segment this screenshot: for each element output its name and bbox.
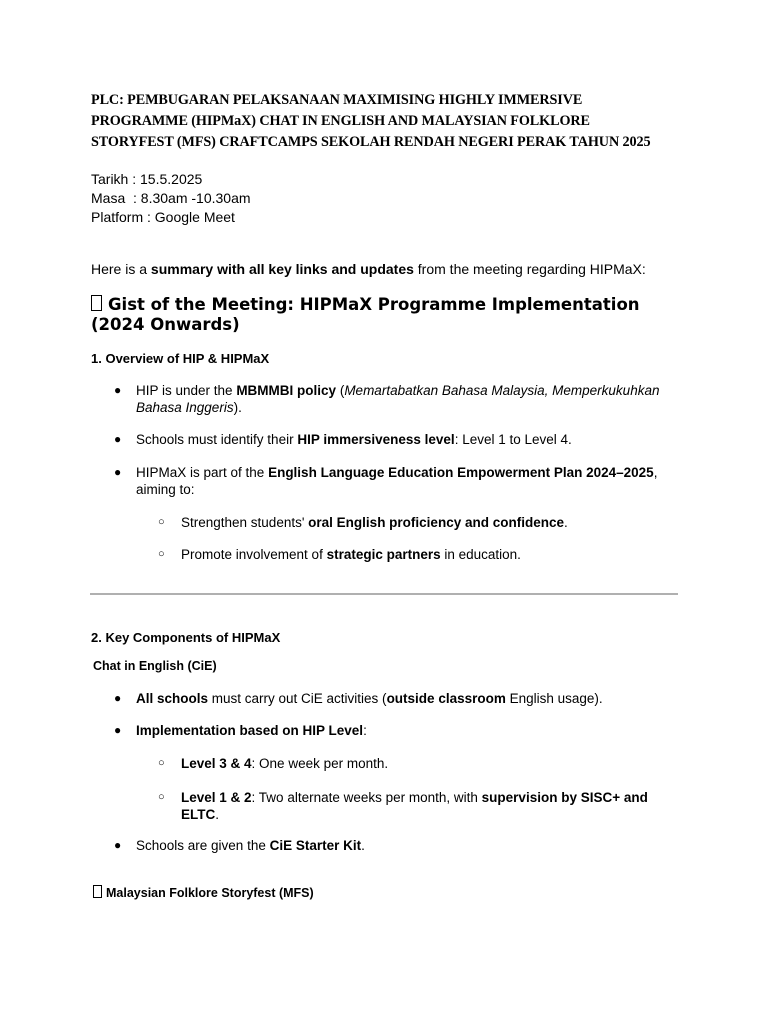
item-bold: Level 3 & 4	[181, 756, 252, 771]
item-italic: Bahasa Inggeris	[136, 400, 234, 415]
bullet-circle: ○	[158, 516, 165, 528]
item-bold: English Language Education Empowerment Plan 2024–2025	[268, 465, 654, 480]
intro-bold: summary with all key links and updates	[150, 261, 414, 277]
gist-heading	[91, 295, 691, 335]
item-bold: oral English proficiency and confidence	[308, 515, 564, 530]
item-text: .	[215, 807, 220, 822]
bullet-disc: ●	[114, 723, 122, 737]
list-item	[114, 382, 696, 416]
title-line-1: PLC: PEMBUGARAN PELAKSANAAN MAXIMISING HIGHLY IMMERSIVE	[91, 92, 583, 108]
title-line-3: STORYFEST (MFS) CRAFTCAMPS SEKOLAH RENDAH NEGERI PERAK TAHUN 2025	[91, 134, 651, 150]
item-italic: Memartabatkan Bahasa Malaysia, Memperkukuhkan	[344, 383, 660, 398]
item-bold: outside classroom	[386, 691, 506, 706]
meeting-details	[91, 170, 251, 227]
cie-heading-text: Chat in English (CiE)	[93, 659, 217, 673]
item-text: : One week per month.	[251, 756, 389, 771]
cie-heading	[93, 658, 217, 674]
sub-list-item	[158, 546, 691, 563]
bullet-disc: ●	[114, 383, 122, 397]
bullet-circle: ○	[158, 791, 165, 803]
item-text: :	[363, 723, 367, 738]
item-text: Strengthen students'	[181, 515, 309, 530]
item-text: English usage).	[505, 691, 603, 706]
item-text: must carry out CiE activities (	[208, 691, 387, 706]
meeting-date: Tarikh : 15.5.2025	[91, 171, 203, 187]
item-text: aiming to:	[136, 482, 195, 497]
item-bold: supervision by SISC+ and	[481, 790, 648, 805]
item-bold: Implementation based on HIP Level	[136, 723, 364, 738]
section-2-heading: 2. Key Components of HIPMaX	[91, 630, 281, 645]
list-item	[114, 837, 696, 854]
gist-heading-line-2: (2024 Onwards)	[91, 315, 240, 334]
bullet-circle: ○	[158, 548, 165, 560]
item-text: (	[336, 383, 345, 398]
item-text: ,	[653, 465, 658, 480]
item-bold: CiE Starter Kit	[269, 838, 362, 853]
item-bold: HIP immersiveness level	[297, 432, 455, 447]
item-text: in education.	[440, 547, 521, 562]
item-text: : Two alternate weeks per month, with	[251, 790, 482, 805]
bullet-disc: ●	[114, 838, 122, 852]
gist-heading-line-1: Gist of the Meeting: HIPMaX Programme Implementation	[108, 295, 640, 314]
list-item	[114, 431, 696, 448]
item-text: .	[361, 838, 365, 853]
meeting-platform: Platform : Google Meet	[91, 209, 235, 225]
mfs-heading	[93, 885, 314, 901]
sub-list-item	[158, 514, 691, 531]
item-bold: Level 1 & 2	[181, 790, 252, 805]
section-1-heading: 1. Overview of HIP & HIPMaX	[91, 351, 270, 366]
item-text: ).	[233, 400, 242, 415]
item-text: .	[563, 515, 568, 530]
item-text: Promote involvement of	[181, 547, 327, 562]
title-line-2: PROGRAMME (HIPMaX) CHAT IN ENGLISH AND MALAYSIAN FOLKLORE	[91, 113, 590, 129]
list-item	[114, 722, 696, 739]
missing-glyph-icon	[91, 295, 102, 311]
list-item	[114, 690, 696, 707]
intro-text-end: from the meeting regarding HIPMaX:	[413, 261, 646, 277]
intro-paragraph	[91, 260, 646, 279]
item-bold: ELTC	[181, 807, 216, 822]
sub-list-item	[158, 755, 691, 772]
sub-list-item	[158, 789, 691, 823]
item-bold: MBMMBI policy	[236, 383, 337, 398]
item-text: HIPMaX is part of the	[136, 465, 269, 480]
bullet-disc: ●	[114, 691, 122, 705]
bullet-disc: ●	[114, 465, 122, 479]
horizontal-divider	[90, 593, 678, 595]
item-text: Schools are given the	[136, 838, 270, 853]
bullet-disc: ●	[114, 432, 122, 446]
list-item	[114, 464, 696, 498]
item-bold: All schools	[136, 691, 209, 706]
bullet-circle: ○	[158, 757, 165, 769]
intro-text: Here is a	[91, 261, 151, 277]
item-bold: strategic partners	[326, 547, 441, 562]
item-text: : Level 1 to Level 4.	[454, 432, 572, 447]
meeting-time: Masa : 8.30am -10.30am	[91, 190, 251, 206]
document-title	[91, 90, 691, 153]
missing-glyph-icon	[93, 885, 102, 898]
mfs-heading-text: Malaysian Folklore Storyfest (MFS)	[106, 886, 314, 900]
item-text: Schools must identify their	[136, 432, 298, 447]
item-text: HIP is under the	[136, 383, 237, 398]
